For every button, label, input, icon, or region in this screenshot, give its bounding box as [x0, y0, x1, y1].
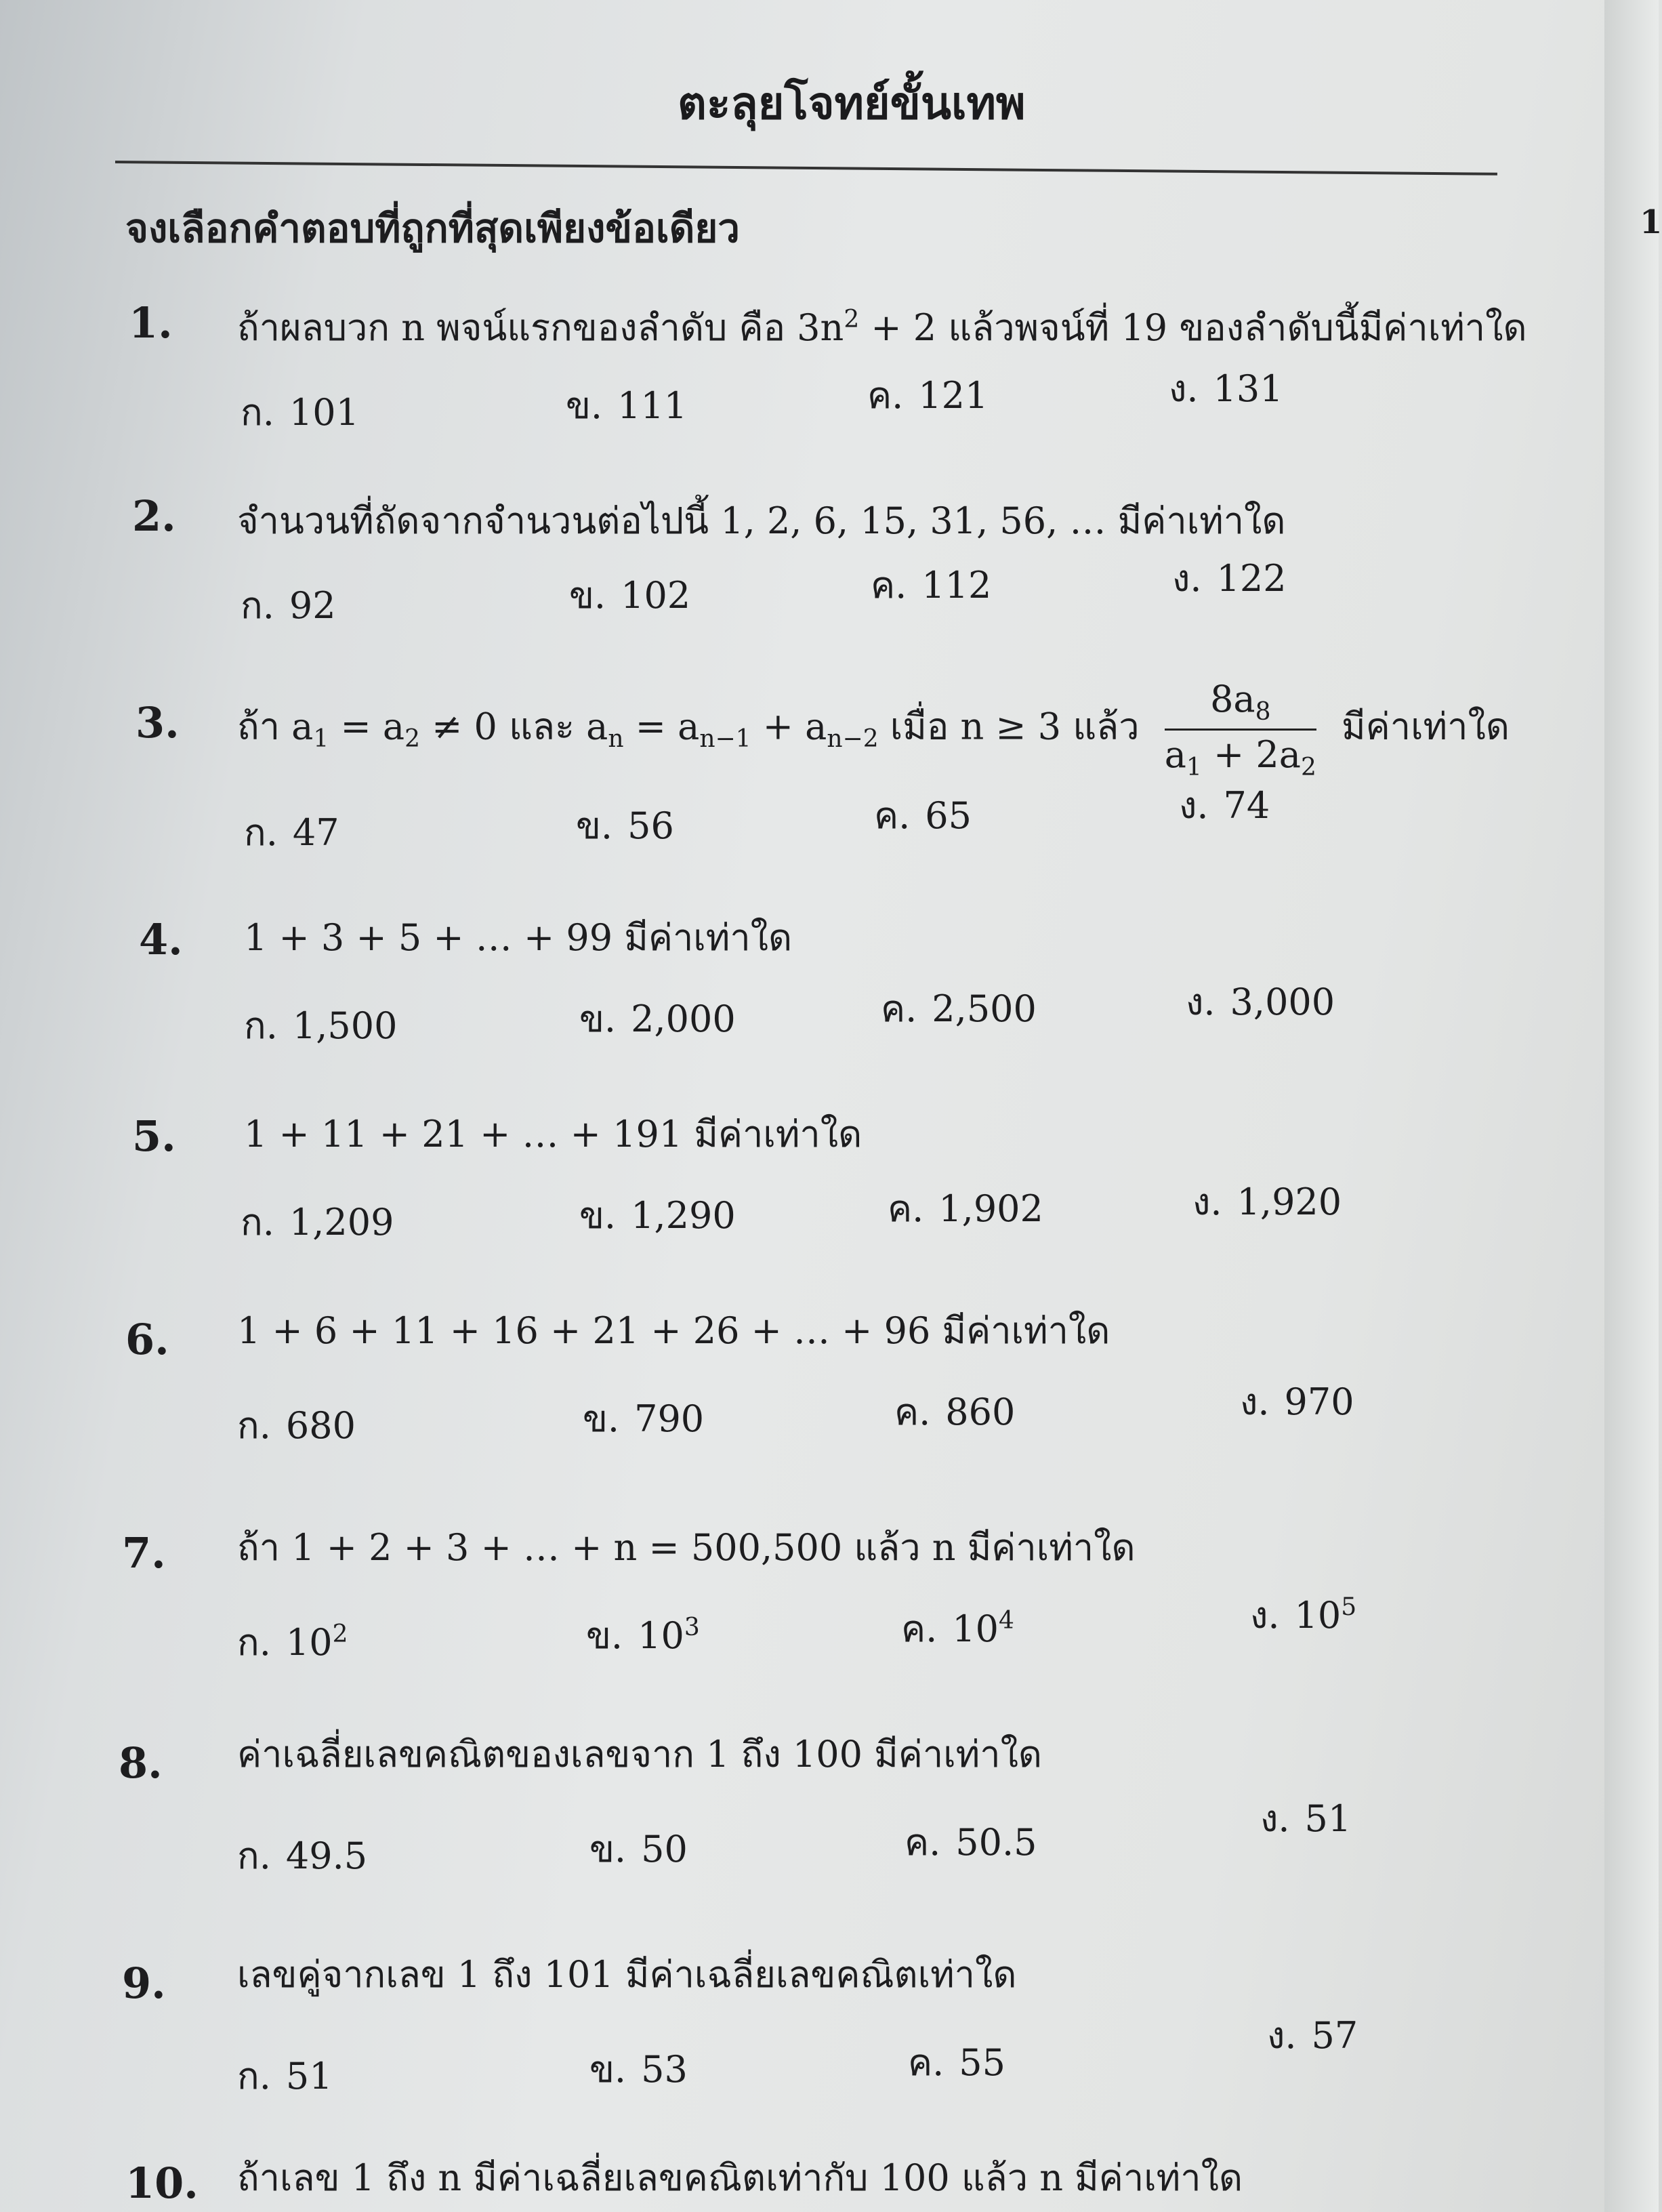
choice-c[interactable]: ค. 860 — [894, 1391, 1016, 1433]
choice-a[interactable]: ก. 1,209 — [241, 1201, 394, 1244]
choice-d[interactable]: ง. 74 — [1179, 784, 1270, 827]
choice-b[interactable]: ข. 790 — [583, 1397, 705, 1440]
header-rule — [115, 161, 1497, 176]
choice-c[interactable]: ค. 121 — [867, 374, 989, 417]
choice-a[interactable]: ก. 1,500 — [244, 1004, 398, 1047]
choice-a[interactable]: ก. 92 — [241, 584, 336, 627]
choice-a[interactable]: ก. 47 — [244, 811, 339, 854]
choice-c[interactable]: ค. 50.5 — [905, 1821, 1037, 1864]
question-number: 3. — [136, 698, 180, 747]
choice-a[interactable]: ก. 680 — [237, 1404, 356, 1447]
choice-b[interactable]: ข. 53 — [589, 2048, 688, 2091]
choice-a[interactable]: ก. 51 — [237, 2055, 333, 2097]
choice-b[interactable]: ข. 1,290 — [579, 1194, 736, 1237]
choice-c[interactable]: ค. 2,500 — [881, 987, 1037, 1030]
question-text: 1 + 11 + 21 + … + 191 มีค่าเท่าใด — [244, 1113, 863, 1155]
question-text: จำนวนที่ถัดจากจำนวนต่อไปนี้ 1, 2, 6, 15, 31, 56, … มีค่าเท่าใด — [237, 499, 1286, 542]
choice-d[interactable]: ง. 131 — [1169, 367, 1283, 410]
choice-a[interactable]: ก. $10^2$ — [237, 1620, 348, 1664]
margin-page-number: 1 — [1640, 203, 1662, 241]
question-text: ค่าเฉลี่ยเลขคณิตของเลขจาก 1 ถึง 100 มีค่าเท่าใด — [237, 1733, 1042, 1776]
question-number: 1. — [129, 298, 173, 348]
question-number: 5. — [132, 1111, 176, 1161]
choice-c[interactable]: ค. 55 — [908, 2041, 1006, 2084]
question-text: เลขคู่จากเลข 1 ถึง 101 มีค่าเฉลี่ยเลขคณิตเท่าใด — [237, 1953, 1017, 1996]
choice-a[interactable]: ก. 101 — [241, 391, 359, 434]
choice-d[interactable]: ง. 122 — [1172, 557, 1287, 600]
choice-d[interactable]: ง. 970 — [1240, 1380, 1354, 1423]
page-title: ตะลุยโจทย์ขั้นเทพ — [678, 77, 1026, 129]
choice-b[interactable]: ข. 2,000 — [579, 998, 736, 1040]
question-number: 4. — [139, 915, 183, 964]
choice-c[interactable]: ค. $10^4$ — [901, 1607, 1014, 1650]
question-number: 9. — [122, 1959, 166, 2008]
question-number: 8. — [119, 1738, 163, 1788]
question-text: ถ้า $a_1 = a_2 \ne 0$ และ $a_n = a_{n-1} + a_{n-2}$ เมื่อ n ≥ 3 แล้ว $\frac{8a_8}{a_1 + 2a_2}$ มีค่าเท่าใด — [237, 678, 1510, 781]
choice-b[interactable]: ข. 102 — [569, 574, 691, 617]
choice-c[interactable]: ค. 1,902 — [888, 1187, 1043, 1230]
question-text: ถ้าผลบวก n พจน์แรกของลำดับ คือ $3n^2 + 2$ แล้วพจน์ที่ 19 ของลำดับนี้มีค่าเท่าใด — [237, 306, 1527, 349]
choice-b[interactable]: ข. 56 — [576, 804, 674, 847]
page-edge — [1604, 0, 1659, 2212]
question-text: 1 + 3 + 5 + … + 99 มีค่าเท่าใด — [244, 916, 793, 959]
choice-b[interactable]: ข. 111 — [566, 384, 688, 427]
question-text: 1 + 6 + 11 + 16 + 21 + 26 + … + 96 มีค่าเท่าใด — [237, 1309, 1110, 1352]
instruction-text: จงเลือกคำตอบที่ถูกที่สุดเพียงข้อเดียว — [125, 205, 740, 251]
choice-b[interactable]: ข. 50 — [589, 1828, 688, 1870]
question-text: ถ้าเลข 1 ถึง n มีค่าเฉลี่ยเลขคณิตเท่ากับ 100 แล้ว n มีค่าเท่าใด — [237, 2156, 1243, 2199]
fraction: $\frac{8a_8}{a_1 + 2a_2}$ — [1164, 678, 1316, 781]
choice-b[interactable]: ข. $10^3$ — [586, 1614, 700, 1657]
question-number: 7. — [122, 1528, 166, 1578]
choice-c[interactable]: ค. 112 — [871, 564, 992, 607]
question-number: 2. — [132, 491, 176, 541]
choice-a[interactable]: ก. 49.5 — [237, 1835, 368, 1877]
question-number: 10. — [125, 2158, 199, 2208]
question-number: 6. — [125, 1315, 169, 1364]
choice-d[interactable]: ง. $10^5$ — [1250, 1593, 1357, 1637]
choice-c[interactable]: ค. 65 — [874, 794, 972, 837]
question-text: ถ้า 1 + 2 + 3 + … + n = 500,500 แล้ว n มีค่าเท่าใด — [237, 1526, 1136, 1569]
choice-d[interactable]: ง. 3,000 — [1186, 981, 1335, 1023]
choice-d[interactable]: ง. 1,920 — [1192, 1181, 1342, 1223]
choice-d[interactable]: ง. 57 — [1267, 2014, 1358, 2057]
choice-d[interactable]: ง. 51 — [1260, 1797, 1352, 1840]
